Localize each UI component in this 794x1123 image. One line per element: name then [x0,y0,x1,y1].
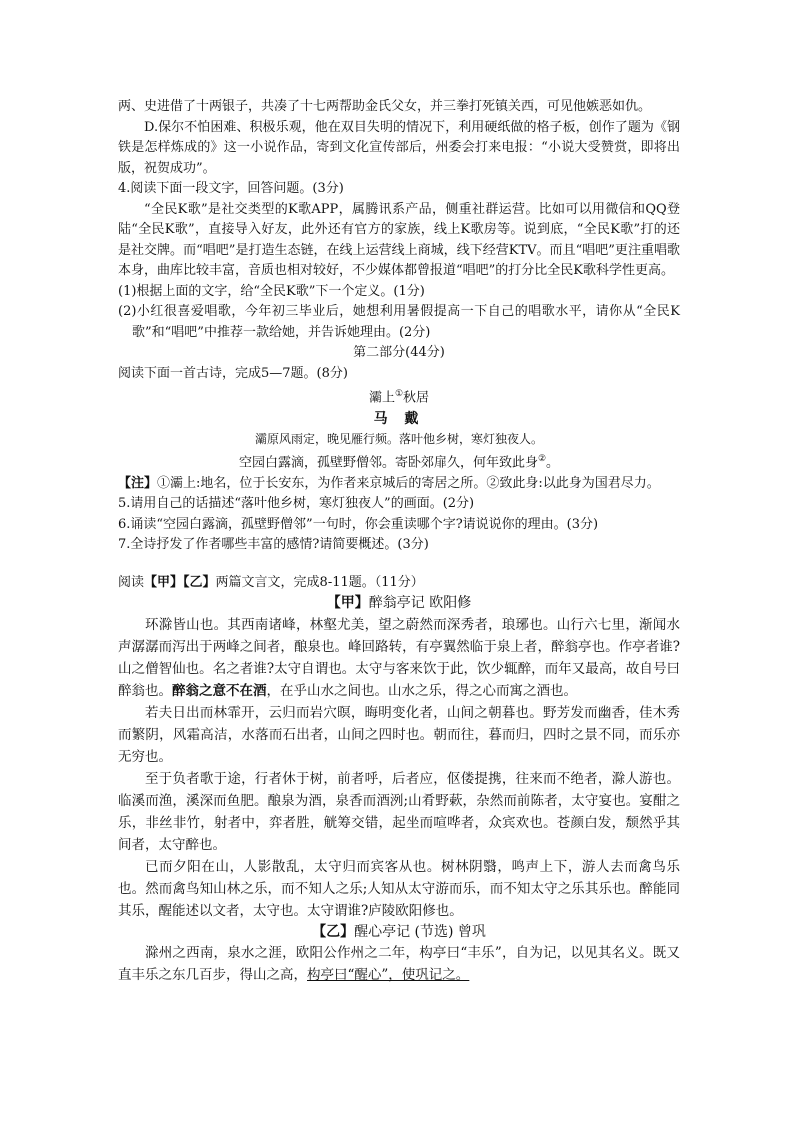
classical-intro [118,573,680,594]
part-2-heading: 第二部分(44分) [353,345,445,360]
exam-page [118,97,680,986]
yi-p1-underlined: 构亭曰“醒心”，使巩记之。 [307,967,470,984]
jia-p1-c: ，在乎山水之间也。山水之乐，得之心而寓之酒也。 [266,682,577,699]
poem-line-2-end: 。 [546,455,560,471]
jia-label: 【甲】 [326,595,369,612]
poem-title-note: ① [394,389,404,399]
yi-title-text: 醒心亭记 (节选) 曾巩 [354,923,486,940]
jia-paragraph-3: 至于负者歌于途，行者休于树，前者呼，后者应，伛偻提携，往来而不绝者，滁人游也。临溪而渔，溪深而鱼肥。酿泉为酒，泉香而酒洌;山肴野蔌，杂然而前陈者，太守宴也。宴酣之乐，非丝非竹，射者中，弈者胜，觥筹交错，起坐而喧哗者，众宾欢也。苍颜白发，颓然乎其间者，太守醉也。 [118,770,680,853]
jia-title-text: 醉翁亭记 欧阳修 [368,595,472,612]
spacer [118,556,680,573]
poem-line-2-text: 空园白露滴，孤壁野僧邻。寄卧郊扉久，何年致此身 [238,455,538,471]
yi-p1-a: 滁州之西南，泉水之涯，欧阳公作州之二年，构亭曰“丰乐”，自为记，以见其名义。既又直丰乐之东几百步，得山之高， [118,945,680,984]
poem-line-1: 灞原风雨定，晚见雁行频。落叶他乡树，寒灯独夜人。 [254,432,543,447]
question-4-1: (1)根据上面的文字，给“全民K歌”下一个定义。(1分) [118,283,425,299]
question-4-2: (2)小红很喜爱唱歌，今年初三毕业后，她想利用暑假提高一下自己的唱歌水平，请你从“全民K歌”和“唱吧”中推荐一款给她，并告诉她理由。(2分) [118,304,680,340]
jia-p1-bold: 醉翁之意不在酒 [172,682,267,699]
option-c-tail: 两、史进借了十两银子，共凑了十七两帮助金氏父女，并三拳打死镇关西，可见他嫉恶如仇。 [118,99,652,114]
note-label: 【注】 [118,475,158,491]
classical-intro-a: 阅读 [118,574,145,590]
poem-title-text: 灞上 [368,390,395,406]
classical-intro-b: 两篇文言文，完成8-11题。（11分） [215,574,424,590]
option-d: D.保尔不怕困难、积极乐观，他在双目失明的情况下，利用硬纸做的格子板，创作了题为《钢铁是怎样炼成的》这一小说作品，寄到文化宣传部后，州委会打来电报：“小说大受赞赏，即将出版，祝贺成功”。 [118,119,680,176]
jia-paragraph-4: 已而夕阳在山，人影散乱，太守归而宾客从也。树林阴翳，鸣声上下，游人去而禽鸟乐也。然而禽鸟知山林之乐，而不知人之乐;人知从太守游而乐，而不知太守之乐其乐也。醉能同其乐，醒能述以文者，太守也。太守谓谁?庐陵欧阳修也。 [118,858,680,919]
poem-note [118,474,680,495]
note-text: ①灞上:地名，位于长安东，为作者来京城后的寄居之所。②致此身:以此身为国君尽力。 [157,475,660,491]
poem-line-2-note: ② [537,454,547,465]
jia-p1-a: 环滁皆山也。其西南诸峰，林壑尤美，望之蔚然而深秀者，琅琊也。山行六七里，渐闻水声潺潺而泻出于两峰之间者，酿泉也。峰回路转，有亭翼然临于泉上者，醉翁亭也。作亭者谁?山之僧智仙也。名之者谁?太守自谓也。太守与客来饮于此，饮少辄醉，而年又最高，故自号曰醉翁也。 [118,616,680,699]
poem-line-2 [118,449,680,473]
yi-paragraph-1 [118,942,680,986]
yi-title [118,922,680,943]
question-4: 4.阅读下面一段文字，回答问题。(3分) [118,181,344,196]
question-7: 7.全诗抒发了作者哪些丰富的感情?请简要概述。(3分) [118,537,429,553]
jia-title [118,593,680,614]
poem-title-text-2: 秋居 [403,390,430,406]
question-5: 5.请用自己的话描述“落叶他乡树，寒灯独夜人”的画面。(2分) [118,496,475,512]
classical-intro-yi: 【乙】 [183,574,216,590]
jia-paragraph-1 [118,614,680,702]
question-6: 6.诵读“空园白露滴，孤壁野僧邻”一句时，你会重读哪个字?请说说你的理由。(3分) [118,516,599,532]
jia-paragraph-2: 若夫日出而林霏开，云归而岩穴暝，晦明变化者，山间之朝暮也。野芳发而幽香，佳木秀而繁阴，风霜高洁，水落而石出者，山间之四时也。朝而往，暮而归，四时之景不同，而乐亦无穷也。 [118,704,680,765]
yi-label: 【乙】 [312,923,355,940]
question-4-passage: “全民K歌”是社交类型的K歌APP，属腾讯系产品，侧重社群运营。比如可以用微信和QQ登陆“全民K歌”，直接导入好友，此外还有官方的家族，线上K歌房等。说到底，“全民K歌”打的还是社交牌。而“唱吧”是打造生态链，在线上运营线上商城，线下经营KTV。而且“唱吧”更注重唱歌本身，曲库比较丰富，音质也相对较好，不少媒体都曾报道“唱吧”的打分比全民K歌科学性更高。 [118,201,680,278]
poet-name: 马 戴 [373,410,425,427]
classical-intro-jia: 【甲】 [144,574,184,590]
poem-title [118,384,680,409]
poem-intro: 阅读下面一首古诗，完成5—7题。(8分) [118,365,348,381]
